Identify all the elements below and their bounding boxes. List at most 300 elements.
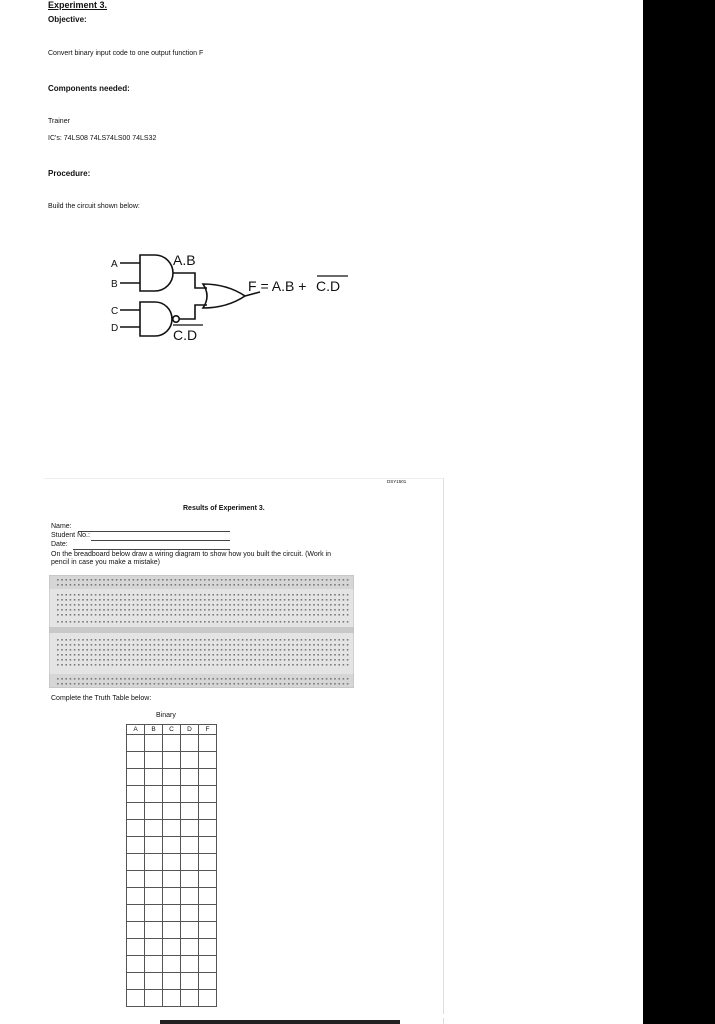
breadboard-hole (82, 579, 84, 581)
breadboard-hole (112, 639, 114, 641)
breadboard-hole (179, 609, 181, 611)
truth-table-cell[interactable] (181, 939, 199, 956)
truth-table-cell[interactable] (181, 820, 199, 837)
breadboard-hole (120, 639, 122, 641)
truth-table-cell[interactable] (163, 990, 181, 1007)
breadboard-hole (200, 604, 202, 606)
truth-table-cell[interactable] (145, 820, 163, 837)
breadboard-hole (61, 594, 63, 596)
truth-table-row (127, 837, 217, 854)
truth-table-cell[interactable] (127, 956, 145, 973)
breadboard-hole (305, 621, 307, 623)
breadboard-hole (284, 644, 286, 646)
breadboard-hole (305, 609, 307, 611)
breadboard-hole (271, 639, 273, 641)
breadboard-hole (166, 664, 168, 666)
breadboard-hole (246, 599, 248, 601)
breadboard-hole (313, 678, 315, 680)
truth-table-cell[interactable] (145, 905, 163, 922)
breadboard-hole (74, 621, 76, 623)
breadboard-hole (242, 683, 244, 685)
breadboard-hole (74, 579, 76, 581)
truth-table-cell[interactable] (163, 803, 181, 820)
breadboard-hole (292, 683, 294, 685)
truth-table-cell[interactable] (163, 752, 181, 769)
breadboard-hole (128, 678, 130, 680)
breadboard-hole (166, 594, 168, 596)
breadboard-hole (179, 664, 181, 666)
breadboard-hole (191, 609, 193, 611)
breadboard-hole (82, 594, 84, 596)
breadboard-hole (330, 678, 332, 680)
breadboard-hole (254, 664, 256, 666)
breadboard-hole (313, 639, 315, 641)
breadboard-hole (74, 604, 76, 606)
truth-table-cell[interactable] (145, 786, 163, 803)
truth-table-cell[interactable] (199, 786, 217, 803)
breadboard-hole (166, 678, 168, 680)
breadboard-hole (145, 614, 147, 616)
breadboard-hole (57, 644, 59, 646)
breadboard-hole (343, 664, 345, 666)
breadboard-hole (334, 639, 336, 641)
truth-table-cell[interactable] (181, 922, 199, 939)
components-ics: IC's: 74LS08 74LS74LS00 74LS32 (48, 135, 157, 142)
breadboard-hole (70, 649, 72, 651)
breadboard-hole (103, 659, 105, 661)
breadboard-hole (191, 678, 193, 680)
truth-table-cell[interactable] (181, 990, 199, 1007)
breadboard-hole (145, 654, 147, 656)
truth-table-cell[interactable] (199, 735, 217, 752)
truth-table-cell[interactable] (199, 752, 217, 769)
breadboard-hole (86, 579, 88, 581)
breadboard-hole (158, 644, 160, 646)
breadboard-hole (124, 644, 126, 646)
breadboard-hole (208, 609, 210, 611)
breadboard-hole (175, 609, 177, 611)
truth-table-cell[interactable] (181, 871, 199, 888)
truth-table-cell[interactable] (127, 939, 145, 956)
breadboard-hole (322, 594, 324, 596)
breadboard-hole (95, 604, 97, 606)
truth-table-cell[interactable] (127, 735, 145, 752)
truth-table-cell[interactable] (145, 990, 163, 1007)
breadboard-hole (124, 614, 126, 616)
truth-table-cell[interactable] (163, 735, 181, 752)
breadboard-hole (212, 614, 214, 616)
breadboard-hole (124, 594, 126, 596)
truth-table-cell[interactable] (127, 905, 145, 922)
breadboard-hole (309, 683, 311, 685)
breadboard-hole (183, 614, 185, 616)
breadboard-hole (196, 614, 198, 616)
breadboard-hole (284, 683, 286, 685)
breadboard-hole (330, 604, 332, 606)
truth-table-cell[interactable] (181, 854, 199, 871)
truth-table-cell[interactable] (163, 837, 181, 854)
breadboard-hole (313, 644, 315, 646)
truth-table-cell[interactable] (199, 956, 217, 973)
breadboard-hole (162, 683, 164, 685)
breadboard-hole (259, 614, 261, 616)
breadboard-hole (179, 604, 181, 606)
breadboard-hole (347, 659, 349, 661)
breadboard-hole (162, 639, 164, 641)
breadboard-hole (313, 614, 315, 616)
truth-table-cell[interactable] (163, 854, 181, 871)
breadboard-hole (82, 683, 84, 685)
breadboard-hole (166, 654, 168, 656)
truth-table-cell[interactable] (199, 854, 217, 871)
breadboard-hole (112, 621, 114, 623)
breadboard-hole (175, 621, 177, 623)
breadboard-hole (200, 639, 202, 641)
breadboard-hole (242, 649, 244, 651)
name-line[interactable] (78, 531, 230, 532)
breadboard-hole (200, 621, 202, 623)
breadboard-hole (326, 654, 328, 656)
truth-table-cell[interactable] (145, 854, 163, 871)
breadboard-hole (212, 644, 214, 646)
breadboard-hole (217, 594, 219, 596)
truth-table-cell[interactable] (199, 905, 217, 922)
or-gate (203, 284, 245, 308)
truth-table-cell[interactable] (199, 922, 217, 939)
breadboard-hole (296, 599, 298, 601)
breadboard-hole (124, 639, 126, 641)
truth-table-cell[interactable] (127, 803, 145, 820)
breadboard-hole (259, 621, 261, 623)
breadboard-hole (233, 614, 235, 616)
truth-table-cell[interactable] (127, 871, 145, 888)
truth-table-cell[interactable] (163, 973, 181, 990)
truth-table-cell[interactable] (145, 956, 163, 973)
breadboard-hole (246, 614, 248, 616)
breadboard-hole (254, 614, 256, 616)
truth-table-row (127, 786, 217, 803)
truth-table-cell[interactable] (127, 769, 145, 786)
breadboard-hole (330, 579, 332, 581)
truth-table-cell[interactable] (181, 786, 199, 803)
truth-table-cell[interactable] (163, 820, 181, 837)
truth-table-cell[interactable] (199, 820, 217, 837)
breadboard-hole (179, 649, 181, 651)
breadboard-hole (65, 649, 67, 651)
breadboard-hole (212, 599, 214, 601)
breadboard-hole (343, 683, 345, 685)
truth-table-cell[interactable] (181, 888, 199, 905)
breadboard-hole (74, 609, 76, 611)
breadboard-hole (330, 599, 332, 601)
breadboard-hole (305, 649, 307, 651)
breadboard-hole (343, 609, 345, 611)
breadboard-hole (229, 579, 231, 581)
breadboard-hole (154, 599, 156, 601)
breadboard-hole (204, 579, 206, 581)
breadboard-hole (271, 594, 273, 596)
breadboard-hole (149, 609, 151, 611)
truth-table-cell[interactable] (163, 769, 181, 786)
breadboard-hole (141, 639, 143, 641)
truth-table-cell[interactable] (181, 973, 199, 990)
breadboard-hole (78, 594, 80, 596)
breadboard-hole (225, 654, 227, 656)
breadboard-hole (191, 659, 193, 661)
breadboard-hole (250, 584, 252, 586)
breadboard-hole (296, 584, 298, 586)
breadboard-hole (309, 644, 311, 646)
truth-table-cell[interactable] (127, 922, 145, 939)
truth-table-cell[interactable] (127, 837, 145, 854)
truth-table-cell[interactable] (181, 956, 199, 973)
breadboard-hole (149, 599, 151, 601)
output-expression: F = A.B + (248, 278, 307, 294)
breadboard-hole (154, 654, 156, 656)
breadboard-hole (170, 678, 172, 680)
breadboard-hole (65, 678, 67, 680)
date-label: Date: (51, 541, 68, 548)
breadboard-hole (61, 599, 63, 601)
breadboard-hole (107, 621, 109, 623)
breadboard-hole (116, 609, 118, 611)
breadboard-hole (233, 649, 235, 651)
breadboard-hole (141, 621, 143, 623)
breadboard-hole (259, 659, 261, 661)
breadboard-hole (124, 654, 126, 656)
breadboard-hole (217, 683, 219, 685)
breadboard-hole (107, 644, 109, 646)
truth-table-cell[interactable] (199, 990, 217, 1007)
name-label: Name: (51, 523, 72, 530)
breadboard-hole (338, 659, 340, 661)
breadboard-hole (271, 621, 273, 623)
breadboard-hole (149, 664, 151, 666)
truth-table-cell[interactable] (181, 837, 199, 854)
breadboard-hole (212, 678, 214, 680)
breadboard-hole (280, 659, 282, 661)
breadboard-hole (208, 683, 210, 685)
truth-table-cell[interactable] (199, 939, 217, 956)
breadboard-hole (154, 621, 156, 623)
breadboard-hole (296, 659, 298, 661)
truth-table-cell[interactable] (199, 837, 217, 854)
breadboard-hole (292, 654, 294, 656)
breadboard-hole (145, 659, 147, 661)
breadboard-hole (254, 604, 256, 606)
breadboard-hole (288, 599, 290, 601)
breadboard-hole (343, 599, 345, 601)
breadboard-hole (246, 594, 248, 596)
truth-table-cell[interactable] (181, 735, 199, 752)
breadboard-hole (124, 659, 126, 661)
breadboard-hole (338, 639, 340, 641)
breadboard-hole (229, 683, 231, 685)
breadboard-hole (250, 649, 252, 651)
breadboard-hole (128, 609, 130, 611)
breadboard-hole (166, 639, 168, 641)
breadboard-hole (158, 594, 160, 596)
truth-table-cell[interactable] (181, 769, 199, 786)
truth-table-cell[interactable] (145, 752, 163, 769)
breadboard-hole (271, 664, 273, 666)
breadboard-hole (137, 609, 139, 611)
truth-table-cell[interactable] (145, 888, 163, 905)
truth-table-cell[interactable] (145, 735, 163, 752)
breadboard-hole (124, 649, 126, 651)
truth-table-cell[interactable] (127, 820, 145, 837)
truth-table-cell[interactable] (199, 888, 217, 905)
truth-table-cell[interactable] (163, 922, 181, 939)
breadboard-hole (179, 584, 181, 586)
breadboard-hole (217, 678, 219, 680)
breadboard-hole (162, 599, 164, 601)
breadboard-hole (124, 599, 126, 601)
breadboard-hole (212, 584, 214, 586)
truth-table-cell[interactable] (199, 973, 217, 990)
breadboard-hole (183, 654, 185, 656)
breadboard-hole (86, 599, 88, 601)
breadboard-hole (242, 594, 244, 596)
breadboard-hole (82, 644, 84, 646)
breadboard-hole (242, 654, 244, 656)
breadboard-hole (212, 594, 214, 596)
breadboard-hole (95, 614, 97, 616)
truth-table-cell[interactable] (163, 905, 181, 922)
breadboard-hole (284, 678, 286, 680)
breadboard-hole (305, 604, 307, 606)
breadboard-hole (229, 654, 231, 656)
truth-table-cell[interactable] (163, 786, 181, 803)
truth-table-cell[interactable] (163, 939, 181, 956)
breadboard-hole (112, 664, 114, 666)
truth-table-cell[interactable] (181, 803, 199, 820)
breadboard-hole (112, 604, 114, 606)
truth-table-cell[interactable] (199, 769, 217, 786)
breadboard-hole (267, 644, 269, 646)
breadboard-hole (330, 654, 332, 656)
breadboard-hole (288, 614, 290, 616)
home-indicator[interactable] (240, 1014, 474, 1018)
breadboard-hole (78, 644, 80, 646)
breadboard-hole (149, 654, 151, 656)
breadboard-hole (65, 644, 67, 646)
breadboard-hole (313, 594, 315, 596)
truth-table-row (127, 803, 217, 820)
truth-table-cell[interactable] (163, 956, 181, 973)
breadboard-hole (259, 584, 261, 586)
breadboard-hole (280, 614, 282, 616)
truth-table-cell[interactable] (127, 752, 145, 769)
breadboard-hole (57, 604, 59, 606)
truth-table-cell[interactable] (145, 922, 163, 939)
breadboard-hole (99, 654, 101, 656)
breadboard-hole (326, 639, 328, 641)
breadboard-hole (330, 683, 332, 685)
input-b-label: B (111, 279, 118, 290)
breadboard-hole (154, 594, 156, 596)
truth-table-cell[interactable] (181, 905, 199, 922)
breadboard-hole (233, 604, 235, 606)
breadboard-hole (57, 639, 59, 641)
breadboard-hole (301, 579, 303, 581)
truth-table-cell[interactable] (199, 871, 217, 888)
breadboard-hole (233, 683, 235, 685)
breadboard-hole (338, 664, 340, 666)
breadboard-hole (179, 678, 181, 680)
breadboard-hole (78, 584, 80, 586)
breadboard-hole (91, 584, 93, 586)
breadboard-hole (217, 599, 219, 601)
breadboard-hole (103, 649, 105, 651)
breadboard-hole (65, 599, 67, 601)
breadboard-hole (271, 654, 273, 656)
breadboard-hole (183, 678, 185, 680)
truth-table-cell[interactable] (145, 769, 163, 786)
breadboard-hole (212, 654, 214, 656)
breadboard-hole (133, 594, 135, 596)
breadboard-hole (263, 579, 265, 581)
scroll-bar (160, 1020, 400, 1024)
truth-table-cell[interactable] (127, 888, 145, 905)
breadboard-hole (65, 621, 67, 623)
date-line[interactable] (73, 549, 230, 550)
breadboard-hole (91, 659, 93, 661)
breadboard-hole (124, 664, 126, 666)
truth-table-cell[interactable] (163, 871, 181, 888)
breadboard-hole (280, 584, 282, 586)
truth-table-cell[interactable] (145, 803, 163, 820)
truth-table-cell[interactable] (199, 803, 217, 820)
truth-table-cell[interactable] (145, 871, 163, 888)
breadboard-hole (229, 678, 231, 680)
breadboard-hole (204, 649, 206, 651)
breadboard-hole (103, 599, 105, 601)
breadboard-hole (233, 584, 235, 586)
breadboard-hole (162, 644, 164, 646)
breadboard-hole (137, 584, 139, 586)
truth-table-cell[interactable] (181, 752, 199, 769)
truth-table-cell[interactable] (145, 973, 163, 990)
breadboard-hole (229, 584, 231, 586)
student-number-line[interactable] (91, 540, 230, 541)
breadboard-hole (187, 584, 189, 586)
breadboard-hole (154, 644, 156, 646)
truth-table-cell[interactable] (163, 888, 181, 905)
truth-table-cell[interactable] (127, 990, 145, 1007)
truth-table-cell[interactable] (127, 854, 145, 871)
truth-table-cell[interactable] (145, 939, 163, 956)
breadboard-hole (149, 644, 151, 646)
breadboard-hole (133, 659, 135, 661)
truth-table-cell[interactable] (145, 837, 163, 854)
truth-table-cell[interactable] (127, 973, 145, 990)
breadboard-hole (225, 584, 227, 586)
breadboard-hole (309, 659, 311, 661)
breadboard-hole (284, 604, 286, 606)
breadboard-hole (196, 678, 198, 680)
breadboard-hole (275, 621, 277, 623)
breadboard-hole (183, 649, 185, 651)
breadboard-hole (208, 604, 210, 606)
truth-table (126, 724, 217, 1007)
breadboard-hole (233, 659, 235, 661)
breadboard-hole (99, 644, 101, 646)
breadboard-hole (154, 683, 156, 685)
breadboard-hole (296, 664, 298, 666)
truth-table-cell[interactable] (127, 786, 145, 803)
breadboard-hole (280, 594, 282, 596)
